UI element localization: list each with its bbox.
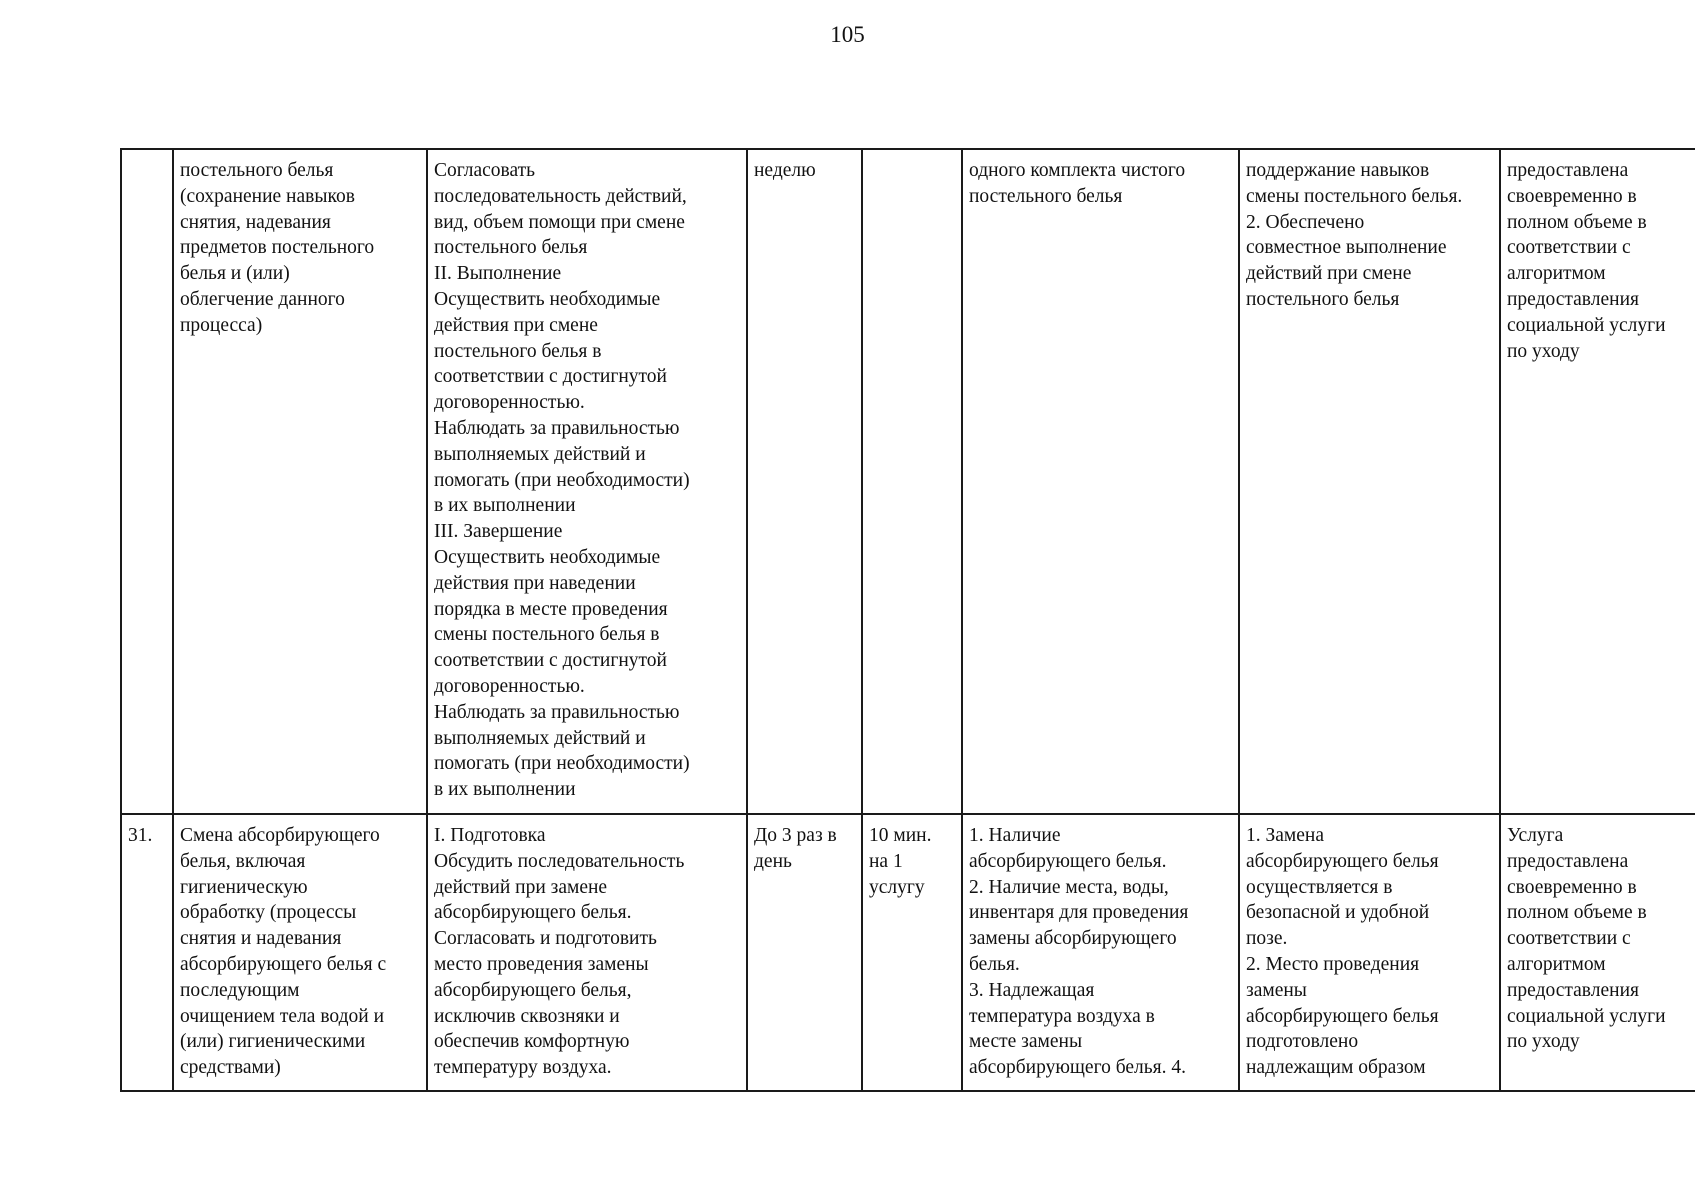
cell-text-line: день	[754, 850, 792, 872]
cell-text-line: абсорбирующего белья. 4.	[969, 1057, 1186, 1079]
cell-text-line: Услуга	[1507, 825, 1564, 846]
cell-text-line: своевременно в	[1507, 876, 1637, 898]
cell-text-line: I. Подготовка	[434, 825, 546, 846]
cell-text-line: в их выполнении	[434, 779, 576, 801]
cell-text-line: инвентаря для проведения	[969, 902, 1189, 924]
cell-text-line: абсорбирующего белья,	[434, 979, 632, 1001]
cell-text-line: действий при замене	[434, 876, 608, 898]
cell-text-line: (сохранение навыков	[180, 185, 355, 207]
cell-text-line: постельного белья	[180, 160, 334, 181]
cell-text-line: по уходу	[1507, 340, 1580, 362]
cell-text-line: 3. Надлежащая	[969, 979, 1095, 1001]
cell-text-line: Наблюдать за правильностью	[434, 701, 680, 723]
cell-text-line: постельного белья	[434, 237, 588, 259]
cell-text-line: соответствии с достигнутой	[434, 650, 667, 672]
cell-text-line: позе.	[1246, 928, 1288, 950]
cell-text-line: предметов постельного	[180, 237, 375, 259]
cell-text-line: обработку (процессы	[180, 902, 357, 924]
cell-text-line: в их выполнении	[434, 495, 576, 517]
cell-text-line: предоставлена	[1507, 160, 1629, 181]
cell-text-line: социальной услуги	[1507, 1005, 1666, 1027]
cell-text-line: белья.	[969, 953, 1020, 975]
cell-text-line: белья и (или)	[180, 263, 290, 285]
cell-text-line: постельного белья в	[434, 340, 602, 362]
cell-text-line: замены	[1246, 979, 1307, 1001]
cell-text-line: помогать (при необходимости)	[434, 753, 690, 775]
cell-text-line: соответствии с	[1507, 928, 1631, 950]
quality-cell	[1500, 814, 1695, 1091]
cell-text-line: полном объеме в	[1507, 902, 1647, 924]
cell-text-line: договоренностью.	[434, 392, 585, 414]
cell-text-line: постельного белья	[969, 185, 1123, 207]
cell-text-line: надлежащим образом	[1246, 1057, 1426, 1079]
cell-text-line: последовательность действий,	[434, 185, 687, 207]
cell-text-line: алгоритмом	[1507, 263, 1606, 285]
result-cell	[1239, 149, 1500, 814]
cell-text-line: средствами)	[180, 1057, 281, 1079]
cell-text-line: исключив сквозняки и	[434, 1005, 620, 1027]
cell-text-line: 1. Наличие	[969, 825, 1061, 846]
cell-text-line: соответствии с достигнутой	[434, 366, 667, 388]
row-number-cell	[121, 149, 173, 814]
cell-text-line: действия при наведении	[434, 572, 636, 594]
cell-text-line: последующим	[180, 979, 300, 1001]
row-number-cell	[121, 814, 173, 1091]
cell-text-line: замены абсорбирующего	[969, 928, 1177, 950]
cell-text-line: по уходу	[1507, 1031, 1580, 1053]
cell-text-line: алгоритмом	[1507, 953, 1606, 975]
cell-text-line: абсорбирующего белья.	[969, 850, 1167, 872]
cell-text-line: социальной услуги	[1507, 314, 1666, 336]
cell-text-line: смены постельного белья в	[434, 624, 660, 646]
frequency-cell	[747, 814, 862, 1091]
cell-text-line: 10 мин.	[869, 825, 932, 846]
cell-text-line: место проведения замены	[434, 953, 649, 975]
cell-text-line: II. Выполнение	[434, 263, 562, 285]
cell-text-line: III. Завершение	[434, 521, 563, 543]
cell-text-line: абсорбирующего белья.	[434, 902, 632, 924]
cell-text-line: облегчение данного	[180, 288, 345, 310]
cell-text-line: одного комплекта чистого	[969, 160, 1186, 181]
cell-text-line: абсорбирующего белья	[1246, 1005, 1439, 1027]
table-row	[121, 814, 1695, 1091]
cell-text-line: абсорбирующего белья с	[180, 953, 387, 975]
cell-text-line: температура воздуха в	[969, 1005, 1155, 1027]
cell-text-line: предоставлена	[1507, 850, 1629, 872]
procedure-cell	[427, 149, 747, 814]
cell-text-line: выполняемых действий и	[434, 443, 646, 465]
cell-text-line: совместное выполнение	[1246, 237, 1447, 259]
cell-text-line: Согласовать	[434, 160, 536, 181]
cell-text-line: вид, объем помощи при смене	[434, 211, 685, 233]
cell-text-line: (или) гигиеническими	[180, 1031, 366, 1053]
cell-text-line: месте замены	[969, 1031, 1083, 1053]
cell-text-line: договоренностью.	[434, 675, 585, 697]
cell-text-line: поддержание навыков	[1246, 160, 1430, 181]
cell-text-line: температуру воздуха.	[434, 1057, 612, 1079]
cell-text-line: Смена абсорбирующего	[180, 825, 380, 846]
cell-text-line: предоставления	[1507, 288, 1639, 310]
frequency-cell	[747, 149, 862, 814]
page-number: 105	[830, 22, 865, 47]
conditions-cell	[962, 814, 1239, 1091]
cell-text-line: услугу	[869, 876, 925, 898]
cell-text-line: порядка в месте проведения	[434, 598, 668, 620]
cell-text-line: 2. Обеспечено	[1246, 211, 1365, 233]
table-row	[121, 149, 1695, 814]
duration-cell	[862, 814, 962, 1091]
cell-text-line: абсорбирующего белья	[1246, 850, 1439, 872]
cell-text-line: подготовлено	[1246, 1031, 1359, 1053]
cell-text-line: помогать (при необходимости)	[434, 469, 690, 491]
cell-text-line: предоставления	[1507, 979, 1639, 1001]
conditions-cell	[962, 149, 1239, 814]
cell-text-line: 2. Наличие места, воды,	[969, 876, 1169, 898]
quality-cell	[1500, 149, 1695, 814]
service-name-cell	[173, 149, 427, 814]
cell-text-line: смены постельного белья.	[1246, 185, 1463, 207]
cell-text-line: очищением тела водой и	[180, 1005, 385, 1027]
duration-cell	[862, 149, 962, 814]
cell-text-line: выполняемых действий и	[434, 727, 646, 749]
cell-text-line: своевременно в	[1507, 185, 1637, 207]
cell-text-line: постельного белья	[1246, 288, 1400, 310]
cell-text-line: полном объеме в	[1507, 211, 1647, 233]
cell-text-line: 2. Место проведения	[1246, 953, 1420, 975]
cell-text-line: действия при смене	[434, 314, 598, 336]
cell-text-line: Осуществить необходимые	[434, 546, 661, 568]
cell-text-line: белья, включая	[180, 850, 306, 872]
cell-text-line: неделю	[754, 160, 816, 181]
cell-text-line: До 3 раз в	[754, 825, 837, 846]
cell-text-line: осуществляется в	[1246, 876, 1393, 898]
cell-text-line: процесса)	[180, 314, 263, 336]
result-cell	[1239, 814, 1500, 1091]
cell-text-line: Обсудить последовательность	[434, 850, 685, 872]
cell-text-line: снятия и надевания	[180, 928, 342, 950]
cell-text-line: Согласовать и подготовить	[434, 928, 657, 950]
cell-text-line: действий при смене	[1246, 263, 1412, 285]
service-name-cell	[173, 814, 427, 1091]
cell-text-line: 1. Замена	[1246, 825, 1325, 846]
cell-text-line: гигиеническую	[180, 876, 308, 898]
cell-text-line: на 1	[869, 850, 903, 872]
service-table	[120, 148, 1695, 1092]
cell-text-line: безопасной и удобной	[1246, 902, 1430, 924]
cell-text-line: обеспечив комфортную	[434, 1031, 630, 1053]
cell-text-line: соответствии с	[1507, 237, 1631, 259]
cell-text-line: Наблюдать за правильностью	[434, 417, 680, 439]
cell-text-line: Осуществить необходимые	[434, 288, 661, 310]
cell-text-line: 31.	[128, 825, 153, 846]
procedure-cell	[427, 814, 747, 1091]
cell-text-line: снятия, надевания	[180, 211, 331, 233]
